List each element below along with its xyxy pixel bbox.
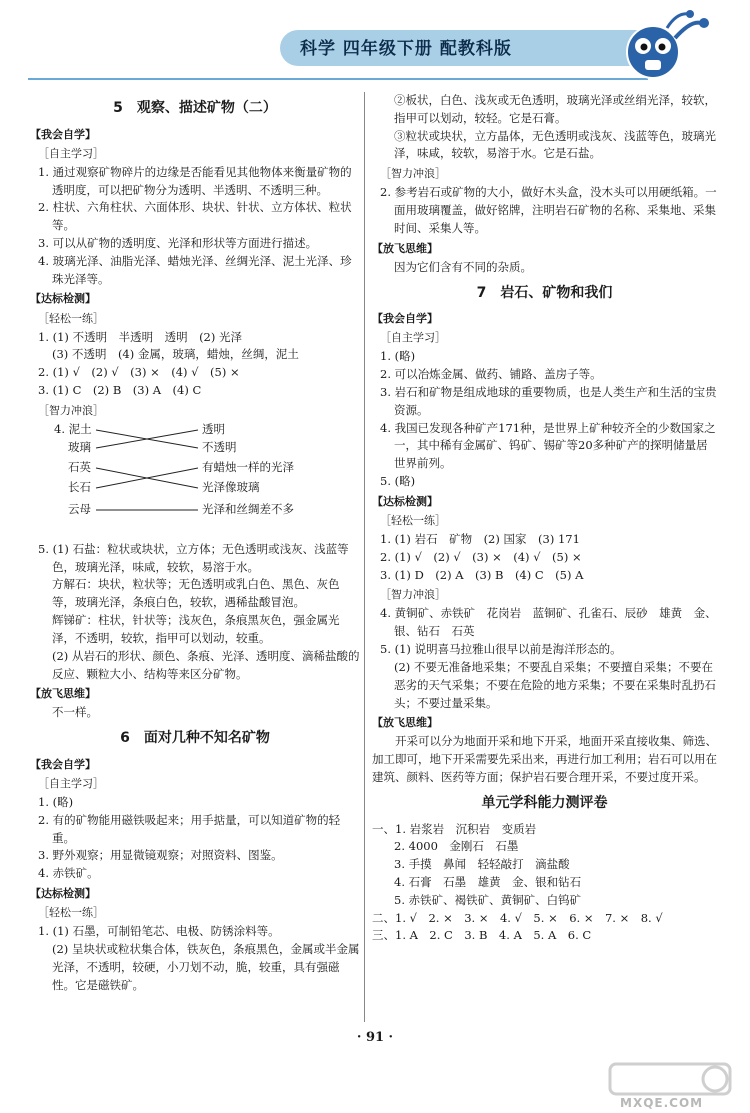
right-column [372,92,717,945]
s7-self-item: 5. (略) [380,474,416,489]
section-5-title: 5 观察、描述矿物（二） [113,100,277,116]
s6-fly-text: 因为它们含有不同的杂质。 [394,259,532,274]
section-7-title: 7 岩石、矿物和我们 [476,284,613,301]
s5-self-item: 4. 玻璃光泽、油脂光泽、蜡烛光泽、丝绸光泽、泥土光泽、珍珠光泽等。 [38,253,352,286]
s6-self-item: 2. 有的矿物能用磁铁吸起来；用手掂量，可以知道矿物的轻重。 [38,812,341,845]
s6-cont-item: ③粒状或块状，立方晶体，无色透明或浅灰、浅蓝等色，玻璃光泽，味咸，较软，易溶于水。它是石盐。 [394,128,716,161]
unit-item: 3. 手摸 鼻闻 轻轻敲打 滴盐酸 [394,857,570,872]
s7-self-item: 4. 我国已发现各种矿产171种，是世界上矿种较齐全的少数国家之一，其中稀有金属矿、钨矿、锡矿等20多种矿产的探明储量居世界前列。 [380,420,716,471]
s5-tag-self-study: 【我会自学】 [30,127,96,141]
match-left-item: 4. 泥土 [54,421,92,436]
s6-easy-item: 1. (1) 石墨，可制铅笔芯、电极、防锈涂料等。 [38,924,280,939]
s5-self-item: 1. 通过观察矿物碎片的边缘是否能看见其他物体来衡量矿物的透明度，可以把矿物分为透明、半透明、不透明三种。 [38,164,352,197]
unit-test-title: 单元学科能力测评卷 [481,794,608,811]
matching-exercise [54,421,360,541]
s7-self-item: 2. 可以冶炼金属、做药、铺路、盖房子等。 [380,367,602,382]
s6-self-item: 4. 赤铁矿。 [38,866,99,881]
s7-brain-item: 4. 黄铜矿、赤铁矿 花岗岩 蓝铜矿、孔雀石、辰砂 雄黄 金、银、钻石 石英 [380,606,717,639]
unit-item: 2. 4000 金刚石 石墨 [394,839,519,854]
match-right-item: 光泽像玻璃 [202,479,260,494]
s7-sub-easy: ［轻松一练］ [380,513,446,527]
unit-item: 二、1. √ 2. × 3. × 4. √ 5. × 6. × 7. × 8. √ [372,910,663,925]
match-right-item: 有蜡烛一样的光泽 [202,459,294,474]
s6-sub-brain: ［智力冲浪］ [380,167,446,181]
match-left-item: 石英 [68,459,91,474]
s5-brain-item: 方解石：块状，粒状等；无色透明或乳白色、黑色、灰色等，玻璃光泽，条痕白色，较软，遇稀盐酸冒泡。 [52,577,340,610]
s5-sub-self-study: ［自主学习］ [38,146,104,160]
s5-brain-item: 辉锑矿：柱状，针状等；浅灰色，条痕黑灰色，强金属光泽，不透明，较软，指甲可以划动，较重。 [52,613,340,645]
match-left-item: 云母 [68,501,91,516]
section-6-title: 6 面对几种不知名矿物 [120,730,270,747]
s5-easy-item: 3. (1) C (2) B (3) A (4) C [38,383,202,397]
s7-sub-brain: ［智力冲浪］ [380,588,446,602]
s7-self-item: 3. 岩石和矿物是组成地球的重要物质，也是人类生产和生活的宝贵资源。 [380,385,717,417]
header-rule [28,78,648,80]
match-left-item: 长石 [68,479,91,494]
unit-item: 4. 石膏 石墨 雄黄 金、银和钻石 [394,874,582,889]
s5-tag-check: 【达标检测】 [30,292,96,306]
page-header [0,0,750,90]
s5-fly-text: 不一样。 [52,705,98,720]
unit-item: 三、1. A 2. C 3. B 4. A 5. A 6. C [372,928,592,943]
s7-tag-self-study: 【我会自学】 [372,312,438,326]
s7-tag-fly: 【放飞思维】 [372,716,438,730]
s5-easy-item: (3) 不透明 (4) 金属，玻璃，蜡烛，丝绸，泥土 [52,347,299,362]
match-right-item: 透明 [202,421,225,436]
s7-tag-check: 【达标检测】 [372,494,438,508]
s7-brain-item: (2) 不要无准备地采集；不要乱自采集；不要擅自采集；不要在恶劣的天气采集；不要在危险的地方采集；不要在采集时乱扔石头；不要过量采集。 [394,659,716,710]
matching-lines [94,421,204,521]
s5-easy-item: 1. (1) 不透明 半透明 透明 (2) 光泽 [38,329,243,344]
s7-self-item: 1. (略) [380,349,416,364]
mascot-icon [605,8,715,88]
s5-brain-item: (2) 从岩石的形状、颜色、条痕、光泽、透明度、滴稀盐酸的反应、颗粒大小、结构等来区分矿物。 [52,648,360,681]
s7-easy-item: 2. (1) √ (2) √ (3) × (4) √ (5) × [380,549,582,564]
unit-item: 一、1. 岩浆岩 沉积岩 变质岩 [372,821,537,836]
s6-tag-fly: 【放飞思维】 [372,241,438,255]
s6-self-item: 1. (略) [38,795,74,809]
s7-fly-text: 开采可以分为地面开采和地下开采，地面开采直接收集、筛选、加工即可，地下开采需要先采出来，再进行加工利用；岩石可以用在建筑、颜料、医药等方面；保护岩石要合理开采，不要过度开采。 [372,734,717,784]
header-title: 科学 四年级下册 配教科版 [300,39,512,59]
s5-sub-brain: ［智力冲浪］ [38,403,104,417]
s6-easy-item: (2) 呈块状或粒状集合体，铁灰色，条痕黑色，金属或半金属光泽，不透明，较硬，小刀划不动，脆，较重，具有强磁性。它是磁铁矿。 [52,941,360,992]
s5-sub-easy: ［轻松一练］ [38,311,104,325]
match-left-item: 玻璃 [68,439,91,454]
left-column [30,92,360,994]
s5-self-item: 2. 柱状、六角柱状、六面体形、块状、针状、立方体状、粒状等。 [38,200,352,233]
s6-cont-item: ②板状，白色、浅灰或无色透明，玻璃光泽或丝绢光泽，较软，指甲可以划动，较轻。它是石膏。 [394,93,716,125]
s6-sub-self-study: ［自主学习］ [38,776,104,790]
s5-tag-fly: 【放飞思维】 [30,687,96,701]
s6-tag-self-study: 【我会自学】 [30,757,96,771]
s6-sub-easy: ［轻松一练］ [38,906,104,920]
s6-tag-check: 【达标检测】 [30,887,96,901]
s6-self-item: 3. 野外观察；用显微镜观察；对照资料、图鉴。 [38,848,283,863]
s7-brain-item: 5. (1) 说明喜马拉雅山很早以前是海洋形态的。 [380,642,622,657]
s7-sub-self-study: ［自主学习］ [380,331,446,345]
s5-easy-item: 2. (1) √ (2) √ (3) × (4) √ (5) × [38,365,240,380]
page-number: · 91 · [356,1030,394,1045]
match-right-item: 光泽和丝绸差不多 [202,501,294,516]
column-divider [364,92,365,1022]
watermark-url: MXQE.COM [620,1096,704,1110]
s5-self-item: 3. 可以从矿物的透明度、光泽和形状等方面进行描述。 [38,236,318,251]
match-right-item: 不透明 [202,439,237,454]
s7-easy-item: 3. (1) D (2) A (3) B (4) C (5) A [380,567,584,582]
unit-item: 5. 赤铁矿、褐铁矿、黄铜矿、白钨矿 [394,892,582,907]
s6-brain-item: 2. 参考岩石或矿物的大小，做好木头盒，没木头可以用硬纸箱。一面用玻璃覆盖，做好铭牌，注明岩石矿物的名称、采集地、采集时间、采集人等。 [380,185,717,235]
s7-easy-item: 1. (1) 岩石 矿物 (2) 国家 (3) 171 [380,531,580,546]
s5-brain-item: 5. (1) 石盐：粒状或块状，立方体；无色透明或浅灰、浅蓝等色，玻璃光泽，味咸，较软，易溶于水。 [38,541,349,574]
